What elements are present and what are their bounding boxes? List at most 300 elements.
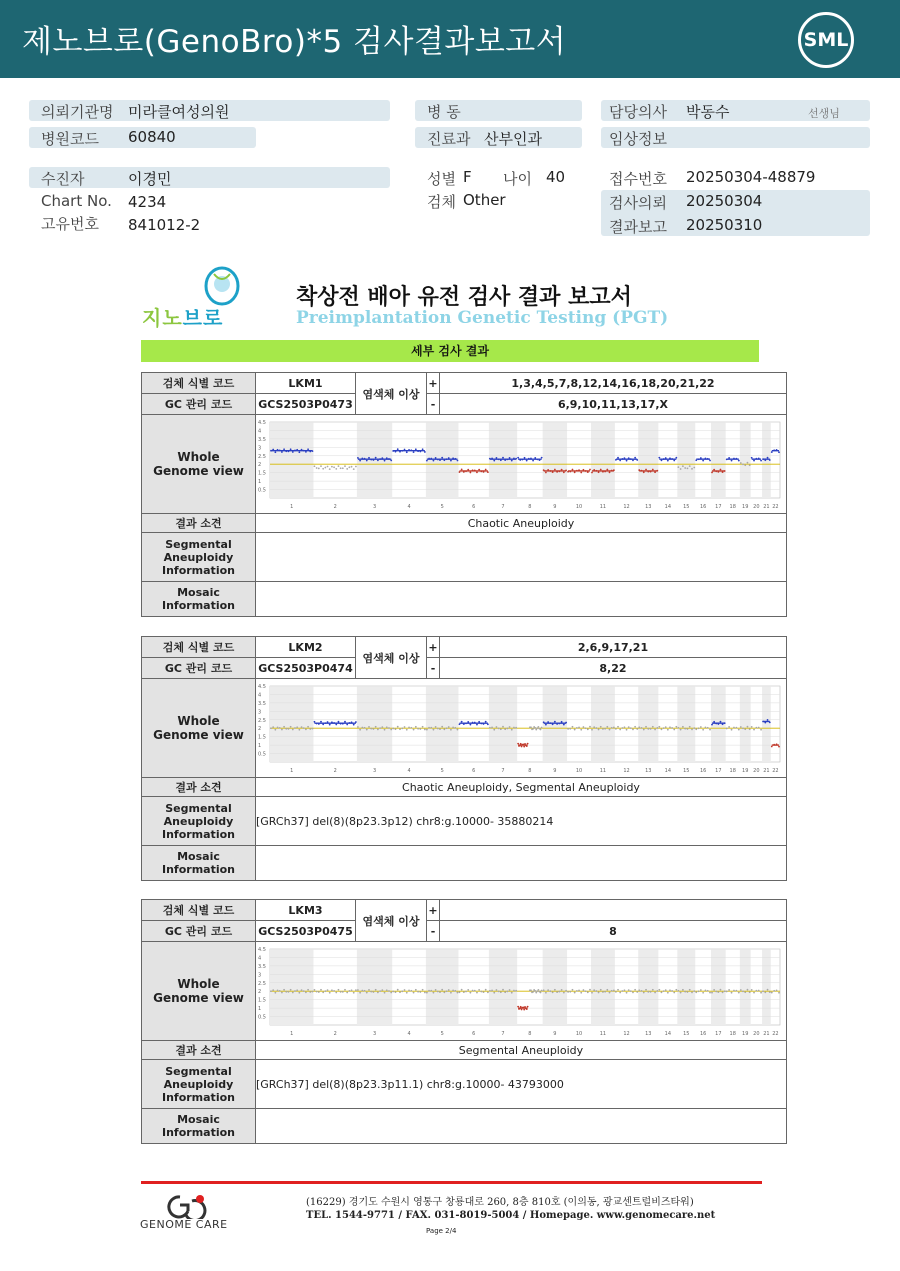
cn-point bbox=[377, 991, 379, 993]
cn-point bbox=[684, 727, 686, 729]
department-label: 진료과 bbox=[427, 130, 471, 148]
cn-point bbox=[351, 989, 353, 991]
cn-point bbox=[318, 467, 320, 469]
x-tick-label: 10 bbox=[575, 1030, 583, 1037]
y-tick-label: 2.5 bbox=[257, 980, 266, 987]
cn-point bbox=[342, 467, 344, 469]
cn-point bbox=[561, 720, 563, 722]
sml-logo bbox=[798, 12, 854, 68]
cn-point bbox=[502, 456, 504, 458]
cn-point bbox=[521, 745, 523, 747]
cn-point bbox=[689, 988, 691, 990]
cn-point bbox=[290, 448, 292, 450]
cn-point bbox=[715, 990, 717, 992]
genome-view-label: Whole Genome view bbox=[142, 679, 256, 778]
cn-point bbox=[283, 988, 285, 990]
x-tick-label: 20 bbox=[753, 767, 760, 774]
cn-point bbox=[591, 728, 593, 730]
logo-text-green: 지노 bbox=[142, 306, 183, 330]
cn-point bbox=[410, 989, 412, 991]
chromosome-band bbox=[591, 422, 615, 498]
cn-point bbox=[682, 725, 684, 727]
cn-point bbox=[370, 990, 372, 992]
cn-point bbox=[547, 989, 549, 991]
cn-point bbox=[435, 989, 437, 991]
cn-point bbox=[778, 745, 780, 747]
gain-chromosomes: 2,6,9,17,21 bbox=[439, 637, 786, 658]
cn-point bbox=[348, 990, 350, 992]
cn-point bbox=[613, 726, 615, 728]
report-title-english: Preimplantation Genetic Testing (PGT) bbox=[296, 308, 669, 328]
cn-point bbox=[778, 991, 780, 993]
cn-point bbox=[415, 725, 417, 727]
y-tick-label: 1 bbox=[257, 1005, 262, 1012]
cn-point bbox=[478, 988, 480, 990]
x-tick-label: 2 bbox=[333, 1030, 337, 1037]
cn-point bbox=[392, 990, 394, 992]
genome-plot-2 bbox=[256, 680, 786, 777]
finding-value: Chaotic Aneuploidy, Segmental Aneuploidy bbox=[255, 778, 786, 797]
cn-point bbox=[628, 989, 630, 991]
cn-point bbox=[753, 459, 755, 461]
cn-point bbox=[589, 468, 591, 470]
clinical-label: 임상정보 bbox=[609, 130, 667, 148]
cn-point bbox=[561, 988, 563, 990]
mosaic-row bbox=[142, 582, 787, 617]
cn-point bbox=[379, 990, 381, 992]
cn-point bbox=[530, 989, 532, 991]
cn-point bbox=[720, 988, 722, 990]
genome-care-logo bbox=[140, 1193, 232, 1233]
cn-point bbox=[654, 728, 656, 730]
cn-point bbox=[726, 727, 728, 729]
cn-point bbox=[320, 465, 322, 467]
cn-point bbox=[717, 991, 719, 993]
cn-point bbox=[606, 988, 608, 990]
chromosome-band bbox=[677, 686, 695, 762]
x-tick-label: 16 bbox=[699, 503, 707, 510]
mosaic-label: Mosaic Information bbox=[142, 846, 256, 881]
cn-point bbox=[700, 989, 702, 991]
cn-point bbox=[342, 990, 344, 992]
sample-table-3 bbox=[141, 899, 787, 1144]
cn-point bbox=[476, 471, 478, 473]
cn-point bbox=[368, 456, 370, 458]
cn-point bbox=[386, 989, 388, 991]
finding-label: 결과 소견 bbox=[142, 778, 256, 797]
cn-point bbox=[288, 990, 290, 992]
x-tick-label: 10 bbox=[575, 503, 583, 510]
cn-point bbox=[338, 465, 340, 467]
cn-point bbox=[574, 991, 576, 993]
mosaic-label: Mosaic Information bbox=[142, 582, 256, 617]
cn-point bbox=[346, 991, 348, 993]
cn-point bbox=[338, 988, 340, 990]
gc-code-value: GCS2503P0474 bbox=[255, 658, 355, 679]
footer-address-block bbox=[306, 1196, 715, 1222]
cn-point bbox=[483, 991, 485, 993]
cn-point bbox=[355, 465, 357, 467]
cn-point bbox=[361, 989, 363, 991]
cn-point bbox=[572, 988, 574, 990]
cn-point bbox=[621, 990, 623, 992]
specimen-id-label: 검체 식별 코드 bbox=[142, 637, 256, 658]
gain-sign: + bbox=[426, 637, 439, 658]
cn-point bbox=[749, 728, 751, 730]
cn-point bbox=[370, 727, 372, 729]
cn-point bbox=[563, 471, 565, 473]
cn-point bbox=[711, 471, 713, 473]
cn-point bbox=[611, 726, 613, 728]
chromosome-band bbox=[543, 422, 567, 498]
cn-point bbox=[274, 991, 276, 993]
cn-point bbox=[493, 728, 495, 730]
cn-point bbox=[589, 988, 591, 990]
cn-point bbox=[524, 456, 526, 458]
cn-point bbox=[406, 991, 408, 993]
y-tick-label: 1.5 bbox=[257, 734, 266, 741]
cn-point bbox=[366, 991, 368, 993]
y-tick-label: 2.5 bbox=[257, 717, 266, 724]
cn-point bbox=[296, 726, 298, 728]
cn-point bbox=[647, 990, 649, 992]
cn-point bbox=[333, 466, 335, 468]
cn-point bbox=[609, 471, 611, 473]
cn-point bbox=[322, 467, 324, 469]
chart-value: 4234 bbox=[128, 193, 167, 211]
ward-label: 병 동 bbox=[427, 103, 461, 121]
cn-point bbox=[661, 728, 663, 730]
cn-point bbox=[428, 989, 430, 991]
cn-point bbox=[305, 728, 307, 730]
cn-point bbox=[680, 991, 682, 993]
cn-point bbox=[569, 990, 571, 992]
cn-point bbox=[415, 988, 417, 990]
cn-point bbox=[617, 456, 619, 458]
cn-point bbox=[338, 720, 340, 722]
footer-contact: TEL. 1544-9771 / FAX. 031-8019-5004 / Homepage. www.genomecare.net bbox=[306, 1210, 716, 1221]
mosaic-value bbox=[255, 1109, 786, 1144]
chromosome-band bbox=[543, 949, 567, 1025]
cn-point bbox=[375, 456, 377, 458]
x-tick-label: 2 bbox=[333, 767, 337, 774]
x-tick-label: 5 bbox=[440, 1030, 444, 1037]
chromosome-band bbox=[270, 686, 313, 762]
y-tick-label: 0.5 bbox=[257, 487, 266, 494]
x-tick-label: 5 bbox=[440, 767, 444, 774]
chromosome-band bbox=[270, 949, 313, 1025]
y-tick-label: 2 bbox=[257, 988, 262, 995]
cn-point bbox=[461, 988, 463, 990]
cn-point bbox=[740, 989, 742, 991]
cn-point bbox=[753, 728, 755, 730]
cn-point bbox=[408, 989, 410, 991]
cn-point bbox=[511, 991, 513, 993]
cn-point bbox=[682, 988, 684, 990]
cn-point bbox=[441, 988, 443, 990]
cn-point bbox=[604, 990, 606, 992]
cn-point bbox=[279, 726, 281, 728]
genome-view-cell bbox=[255, 415, 786, 514]
cn-point bbox=[478, 720, 480, 722]
cn-point bbox=[593, 726, 595, 728]
x-tick-label: 16 bbox=[699, 1030, 707, 1037]
cn-point bbox=[324, 990, 326, 992]
cn-point bbox=[309, 991, 311, 993]
doctor-label: 담당의사 bbox=[609, 103, 667, 121]
cn-point bbox=[361, 726, 363, 728]
y-tick-label: 3.5 bbox=[257, 700, 266, 707]
cn-point bbox=[515, 989, 517, 991]
cn-point bbox=[755, 989, 757, 991]
cn-point bbox=[521, 1008, 523, 1010]
cn-point bbox=[320, 988, 322, 990]
cn-point bbox=[771, 991, 773, 993]
chromosome-band bbox=[426, 949, 459, 1025]
x-tick-label: 6 bbox=[472, 767, 476, 774]
x-tick-label: 18 bbox=[729, 1030, 736, 1037]
cn-point bbox=[335, 468, 337, 470]
cn-point bbox=[580, 471, 582, 473]
cn-point bbox=[526, 459, 528, 461]
cn-point bbox=[595, 990, 597, 992]
report-label: 결과보고 bbox=[609, 218, 667, 236]
cn-point bbox=[316, 990, 318, 992]
x-tick-label: 6 bbox=[472, 503, 476, 510]
x-tick-label: 21 bbox=[763, 1030, 770, 1037]
cn-point bbox=[285, 990, 287, 992]
cn-point bbox=[307, 725, 309, 727]
cn-point bbox=[500, 728, 502, 730]
cn-point bbox=[665, 726, 667, 728]
segmental-value: [GRCh37] del(8)(8p23.3p12) chr8:g.10000- 35880214 bbox=[255, 797, 786, 846]
cn-point bbox=[687, 991, 689, 993]
gc-code-label: GC 관리 코드 bbox=[142, 394, 256, 415]
cn-point bbox=[589, 725, 591, 727]
cn-point bbox=[480, 990, 482, 992]
x-tick-label: 9 bbox=[553, 503, 557, 510]
cn-point bbox=[576, 989, 578, 991]
cn-point bbox=[496, 726, 498, 728]
gain-sign: + bbox=[426, 373, 439, 394]
segmental-row bbox=[142, 533, 787, 582]
cn-point bbox=[776, 989, 778, 991]
x-tick-label: 12 bbox=[623, 503, 630, 510]
sample-table-1 bbox=[141, 372, 787, 617]
x-tick-label: 12 bbox=[623, 767, 630, 774]
cn-point bbox=[303, 727, 305, 729]
cn-point bbox=[552, 991, 554, 993]
age-value: 40 bbox=[546, 168, 566, 186]
cn-point bbox=[301, 989, 303, 991]
cn-point bbox=[388, 727, 390, 729]
gc-code-row bbox=[142, 658, 787, 679]
x-tick-label: 13 bbox=[645, 767, 652, 774]
cn-point bbox=[760, 459, 762, 461]
examinee-value: 이경민 bbox=[128, 170, 172, 188]
y-tick-label: 3 bbox=[257, 971, 262, 978]
cn-point bbox=[720, 720, 722, 722]
y-tick-label: 3.5 bbox=[257, 436, 266, 443]
cn-point bbox=[441, 725, 443, 727]
cn-point bbox=[585, 727, 587, 729]
cn-point bbox=[399, 728, 401, 730]
cn-point bbox=[348, 466, 350, 468]
cn-point bbox=[578, 726, 580, 728]
cn-point bbox=[572, 468, 574, 470]
cn-point bbox=[395, 728, 397, 730]
cn-point bbox=[695, 991, 697, 993]
specimen-id-row bbox=[142, 373, 787, 394]
finding-label: 결과 소견 bbox=[142, 1041, 256, 1060]
cn-point bbox=[658, 988, 660, 990]
cn-point bbox=[687, 728, 689, 730]
cn-point bbox=[301, 726, 303, 728]
cn-point bbox=[675, 988, 677, 990]
cn-point bbox=[537, 988, 539, 990]
request-label: 검사의뢰 bbox=[609, 194, 667, 212]
cn-point bbox=[461, 720, 463, 722]
cn-point bbox=[426, 728, 428, 730]
segmental-value bbox=[255, 533, 786, 582]
cn-point bbox=[340, 990, 342, 992]
cn-point bbox=[738, 991, 740, 993]
cn-point bbox=[606, 468, 608, 470]
x-tick-label: 3 bbox=[372, 1030, 377, 1037]
cn-point bbox=[491, 726, 493, 728]
y-tick-label: 3.5 bbox=[257, 963, 266, 970]
cn-point bbox=[446, 727, 448, 729]
cn-point bbox=[731, 991, 733, 993]
cn-point bbox=[630, 990, 632, 992]
cn-point bbox=[448, 726, 450, 728]
cn-point bbox=[760, 728, 762, 730]
cn-point bbox=[298, 991, 300, 993]
cn-point bbox=[316, 467, 318, 469]
cn-point bbox=[652, 468, 654, 470]
cn-point bbox=[281, 451, 283, 453]
finding-row bbox=[142, 1041, 787, 1060]
y-tick-label: 1.5 bbox=[257, 470, 266, 477]
cn-point bbox=[532, 727, 534, 729]
cn-point bbox=[489, 726, 491, 728]
cn-point bbox=[277, 989, 279, 991]
cn-point bbox=[517, 456, 519, 458]
cn-point bbox=[769, 991, 771, 993]
cn-point bbox=[491, 989, 493, 991]
cn-point bbox=[290, 988, 292, 990]
cn-point bbox=[591, 991, 593, 993]
cn-point bbox=[747, 725, 749, 727]
cn-point bbox=[675, 456, 677, 458]
cn-point bbox=[534, 990, 536, 992]
cn-point bbox=[593, 989, 595, 991]
cn-point bbox=[751, 725, 753, 727]
chromosome-band bbox=[426, 686, 459, 762]
cn-point bbox=[541, 989, 543, 991]
x-tick-label: 8 bbox=[528, 1030, 532, 1037]
chromosome-band bbox=[677, 422, 695, 498]
cn-point bbox=[600, 468, 602, 470]
cn-point bbox=[733, 726, 735, 728]
gc-code-row bbox=[142, 394, 787, 415]
cn-point bbox=[744, 464, 746, 466]
gain-chromosomes bbox=[439, 900, 786, 921]
cn-point bbox=[684, 990, 686, 992]
y-tick-label: 3 bbox=[257, 708, 262, 715]
cn-point bbox=[384, 459, 386, 461]
mosaic-label: Mosaic Information bbox=[142, 1109, 256, 1144]
cn-point bbox=[731, 459, 733, 461]
loss-chromosomes: 6,9,10,11,13,17,X bbox=[439, 394, 786, 415]
cn-point bbox=[469, 991, 471, 993]
cn-point bbox=[506, 990, 508, 992]
x-tick-label: 6 bbox=[472, 1030, 476, 1037]
cn-point bbox=[375, 988, 377, 990]
y-tick-label: 2 bbox=[257, 725, 262, 732]
cn-point bbox=[433, 728, 435, 730]
cn-point bbox=[540, 991, 542, 993]
cn-point bbox=[384, 728, 386, 730]
header-band bbox=[0, 0, 900, 78]
cn-point bbox=[574, 728, 576, 730]
cn-point bbox=[740, 726, 742, 728]
cn-point bbox=[636, 728, 638, 730]
cn-point bbox=[632, 728, 634, 730]
cn-point bbox=[667, 728, 669, 730]
page-title: 제노브로(GenoBro)*5 검사결과보고서 bbox=[22, 24, 567, 60]
genome-plot-3 bbox=[256, 943, 786, 1040]
cn-point bbox=[569, 727, 571, 729]
x-tick-label: 12 bbox=[623, 1030, 630, 1037]
chromosome-band bbox=[270, 422, 313, 498]
cn-point bbox=[459, 991, 461, 993]
cn-point bbox=[671, 990, 673, 992]
cn-point bbox=[472, 989, 474, 991]
cn-point bbox=[744, 728, 746, 730]
x-tick-label: 22 bbox=[772, 503, 779, 510]
cn-point bbox=[353, 468, 355, 470]
cn-point bbox=[322, 991, 324, 993]
cn-point bbox=[419, 991, 421, 993]
cn-point bbox=[778, 451, 780, 453]
cn-point bbox=[617, 988, 619, 990]
cn-point bbox=[298, 451, 300, 453]
genobro-logo-text bbox=[142, 302, 223, 331]
cn-point bbox=[758, 989, 760, 991]
cn-point bbox=[457, 459, 459, 461]
cn-point bbox=[624, 726, 626, 728]
cn-point bbox=[558, 990, 560, 992]
cn-point bbox=[307, 448, 309, 450]
cn-point bbox=[747, 988, 749, 990]
genome-view-cell bbox=[255, 942, 786, 1041]
y-tick-label: 3 bbox=[257, 444, 262, 451]
report-title-korean: 착상전 배아 유전 검사 결과 보고서 bbox=[296, 285, 632, 310]
finding-row bbox=[142, 778, 787, 797]
cn-point bbox=[415, 448, 417, 450]
cn-point bbox=[401, 727, 403, 729]
cn-point bbox=[283, 448, 285, 450]
cn-point bbox=[628, 726, 630, 728]
cn-point bbox=[388, 990, 390, 992]
chromosome-band bbox=[762, 686, 771, 762]
sample-table-2 bbox=[141, 636, 787, 881]
x-tick-label: 1 bbox=[290, 1030, 294, 1037]
cn-point bbox=[554, 720, 556, 722]
cn-point bbox=[624, 989, 626, 991]
loss-sign: - bbox=[426, 921, 439, 942]
